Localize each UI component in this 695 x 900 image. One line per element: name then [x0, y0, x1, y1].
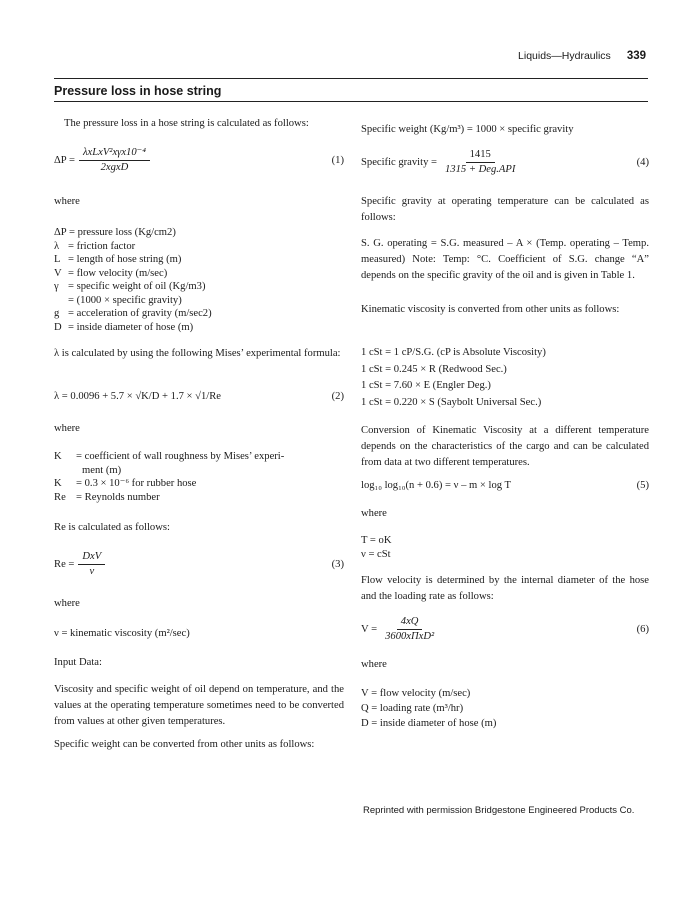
- eq1-number: (1): [331, 154, 344, 166]
- conversion-item: 1 cSt = 7.60 × E (Engler Deg.): [361, 380, 491, 391]
- eq4-denominator: 1315 + Deg.API: [445, 164, 516, 175]
- flow-velocity-text: Flow velocity is determined by the internal diameter of the hose and the loading rate as follows:: [361, 575, 649, 602]
- def-item: T = oK: [361, 535, 392, 546]
- def-item: Re = Reynolds number: [54, 491, 160, 503]
- viscosity-text: Viscosity and specific weight of oil depend on temperature, and the values at the operating temperature sometimes need to be converted from values at other given temperatures.: [54, 684, 344, 727]
- eq3-number: (3): [331, 558, 344, 570]
- equation-5: [361, 478, 649, 494]
- eq1-fraction: [79, 146, 150, 175]
- where-label: where: [54, 598, 80, 609]
- def-item: ment (m): [82, 464, 122, 476]
- kinematic-text: Kinematic viscosity is converted from other units as follows:: [361, 304, 620, 315]
- section-rule: [54, 101, 648, 102]
- def-item: λ = friction factor: [54, 240, 136, 252]
- eq2-number: (2): [331, 391, 344, 402]
- equation-2: [54, 389, 344, 405]
- mises-text: λ is calculated by using the following Mises’ experimental formula:: [54, 348, 341, 359]
- defs-list-6: [361, 686, 649, 731]
- eq4-fraction: [441, 148, 519, 177]
- nu-definition: ν = kinematic viscosity (m²/sec): [54, 628, 190, 639]
- def-item: D = inside diameter of hose (m): [361, 718, 497, 729]
- equation-6: [361, 615, 649, 644]
- sg-operating-text: S. G. operating = S.G. measured – A × (Temp. operating – Temp. measured) Note: Temp: °C. Coefficient of S.G. change “A” depends on the specific gravity of the oil and is given in Table 1.: [361, 238, 649, 281]
- intro-text: The pressure loss in a hose string is calculated as follows:: [64, 118, 309, 129]
- eq4-lhs: Specific gravity =: [361, 156, 437, 168]
- eq4-numerator: 1415: [466, 148, 495, 163]
- def-item: Q = loading rate (m³/hr): [361, 703, 464, 714]
- where-label: where: [54, 423, 80, 434]
- eq6-fraction: [381, 615, 438, 644]
- re-calc-text: Re is calculated as follows:: [54, 522, 170, 533]
- defs-list-5: [361, 534, 649, 561]
- page-number: 339: [626, 50, 646, 62]
- defs-list-2: [54, 450, 344, 504]
- def-item: V = flow velocity (m/sec): [54, 267, 168, 279]
- eq1-lhs: ΔP =: [54, 154, 75, 166]
- running-header: [518, 48, 646, 64]
- eq3-lhs: Re =: [54, 558, 75, 570]
- running-title: Liquids—Hydraulics: [518, 50, 611, 62]
- defs-list-1: [54, 226, 344, 334]
- where-label: where: [54, 196, 80, 207]
- def-item: γ = specific weight of oil (Kg/m3): [54, 281, 206, 292]
- eq5-expression: log₁₀ log₁₀(n + 0.6) = ν – m × log T: [361, 480, 511, 491]
- equation-3: [54, 550, 344, 579]
- eq2-expression: λ = 0.0096 + 5.7 × √K/D + 1.7 × √1/Re: [54, 391, 221, 402]
- input-data-label: Input Data:: [54, 657, 102, 668]
- def-item: ν = cSt: [361, 548, 391, 560]
- conversion-item: 1 cSt = 0.220 × S (Saybolt Universal Sec.): [361, 396, 542, 408]
- eq6-numerator: 4xQ: [397, 615, 423, 630]
- eq3-numerator: DxV: [78, 550, 105, 565]
- def-item: = (1000 × specific gravity): [68, 294, 182, 306]
- eq3-fraction: [78, 550, 105, 579]
- credit-line: Reprinted with permission Bridgestone Engineered Products Co.: [363, 805, 635, 816]
- eq3-denominator: ν: [89, 566, 95, 577]
- eq6-lhs: V =: [361, 623, 378, 635]
- eq6-number: (6): [636, 623, 649, 635]
- conversion-list: [361, 345, 649, 411]
- where-label: where: [361, 508, 387, 519]
- section-title: Pressure loss in hose string: [54, 84, 222, 98]
- def-item: K = coefficient of wall roughness by Mises’ experi-: [54, 451, 285, 462]
- def-item: D = inside diameter of hose (m): [54, 321, 194, 333]
- specific-weight-text: Specific weight can be converted from other units as follows:: [54, 739, 315, 750]
- conversion-text: Conversion of Kinematic Viscosity at a different temperature depends on the characteristics of the cargo and can be calculated from data at two different temperatures.: [361, 425, 649, 468]
- conversion-item: 1 cSt = 1 cP/S.G. (cP is Absolute Viscosity): [361, 347, 546, 358]
- eq4-number: (4): [636, 156, 649, 168]
- where-label: where: [361, 659, 387, 670]
- def-item: g = acceleration of gravity (m/sec2): [54, 308, 212, 319]
- eq6-denominator: 3600xΠxD²: [385, 631, 435, 642]
- header-rule: [54, 78, 648, 79]
- equation-4: [361, 148, 649, 177]
- specific-weight-formula: Specific weight (Kg/m³) = 1000 × specific gravity: [361, 124, 574, 135]
- def-item: V = flow velocity (m/sec): [361, 688, 471, 699]
- eq1-denominator: 2xgxD: [100, 162, 129, 173]
- eq5-number: (5): [636, 480, 649, 491]
- def-item: K = 0.3 × 10⁻⁶ for rubber hose: [54, 478, 197, 489]
- equation-1: [54, 146, 344, 175]
- eq1-numerator: λxLxV²xγx10⁻⁴: [79, 146, 150, 161]
- def-item: ΔP = pressure loss (Kg/cm2): [54, 227, 176, 238]
- sg-temp-text: Specific gravity at operating temperature can be calculated as follows:: [361, 196, 649, 223]
- def-item: L = length of hose string (m): [54, 254, 182, 265]
- conversion-item: 1 cSt = 0.245 × R (Redwood Sec.): [361, 363, 507, 375]
